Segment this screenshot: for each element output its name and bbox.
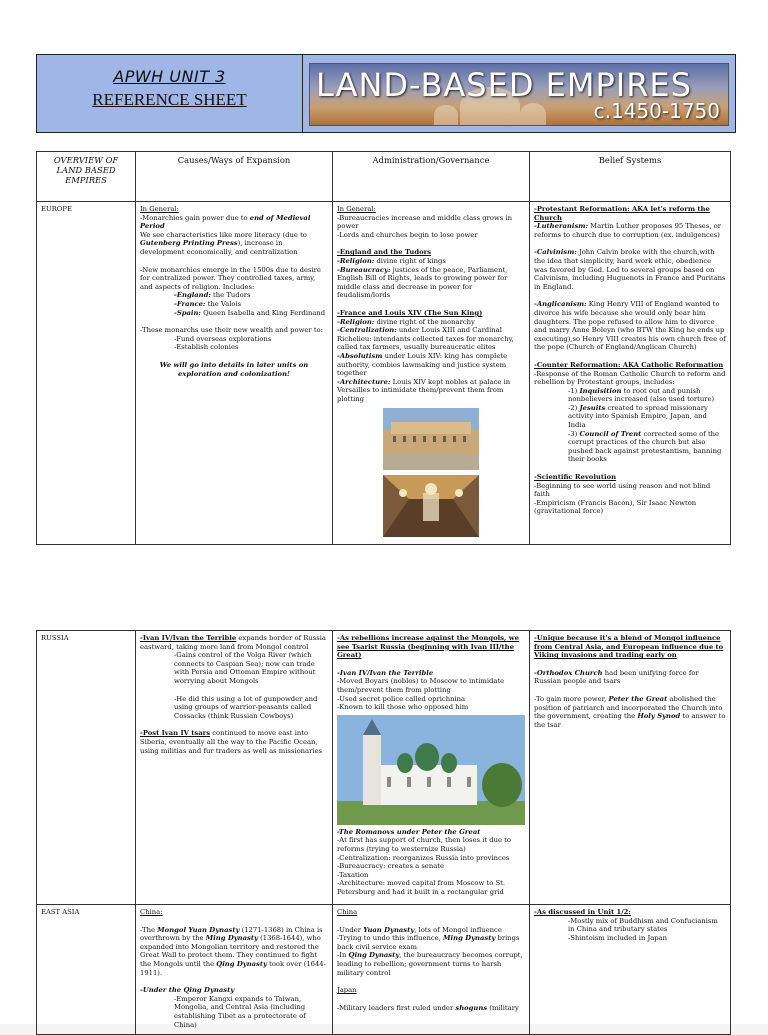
text: Peter the Great [608,694,668,703]
text: Ming Dynasty [205,934,258,943]
text: -Centralization: [337,326,397,335]
text: -Empiricism (Francis Bacon), Sir Isaac Newton (gravitational force) [534,498,697,516]
europe-admin-cell [333,202,530,545]
region-europe: EUROPE [37,202,136,545]
text: -Lutheranism: [534,222,588,231]
text: -Gains control of the Volga River (which connects to Caspian Sea); now can trade with Persia and Ottoman Empire without worrying about Mongols [174,651,316,685]
admin-header: Administration/Governance [333,152,530,202]
russian-cathedral-photo [337,715,525,825]
text: -Fund overseas explorations [174,334,272,343]
text: -Architecture: moved capital from Moscow to St. Petersburg and had it built in a rectangular grid [337,879,506,896]
text: -Calvinism: [534,248,577,257]
text: expands border of Russia eastward, taking more land from Mongol control [140,634,326,651]
text: -The [140,925,158,934]
text: Queen Isabella and King Ferdinand [200,308,326,317]
russia-row [37,631,731,905]
text: Mongol Yuan Dynasty [157,925,240,934]
eastasia-row [37,905,731,1035]
text: -Monarchies gain power due to [140,213,250,222]
text: -Ivan IV/Ivan the Terrible [337,668,434,677]
text: Council of Trent [579,429,642,438]
text: -Under [337,925,364,934]
russia-eastasia-table [36,630,731,1035]
text: -Used secret police called oprichnina [337,694,466,703]
eastasia-admin-cell [333,905,530,1035]
text: created to spread missionary activity into Spanish Empire, Japan, and India [568,403,708,430]
text: under Louis XIV: king has complete authority, combies lawmaking and justice system together [337,351,508,378]
text: China [337,908,358,916]
banner-image [309,63,729,126]
text: , lots of Mongol influence [414,925,502,934]
header-box [36,54,736,133]
text: -Spain: [174,308,201,317]
text: -Bureaucracy: [337,265,391,274]
text: continued to move east into Siberia, eventually all the way to the Pacific Ocean, using militias and fur traders as well as missionaries [140,729,323,755]
text: King Henry VIII of England wanted to divorce his wife because she would only bear him daughters. The pope refused to allow him to divorce and marry Anne Boleyn (who BTW the King he ends up executing),so Henry VIII creates his own church free of the pope (Church of England/Anglican Church) [534,300,726,352]
text: (military [487,1003,519,1012]
text: Japan [337,986,357,995]
text: Inquisition [579,386,622,395]
europe-causes-cell [136,202,333,545]
text: John Calvin broke with the church,with the idea that simplicity, hard work ethic, obedience was favored by God. Led to several groups based on Calvinism, including Huguenots in France and Puritans in England. [534,248,726,291]
text: ), increase in development economically, and centralization [140,239,298,256]
russia-admin-cell [333,631,530,905]
text: -Establish colonies [174,343,239,352]
text: -Response of the Roman Catholic Church to reform and rebellion by Protestant groups, includes: [534,369,726,387]
text: -Shintoism included in Japan [568,933,668,942]
text: -Anglicanism: [534,300,587,309]
text: -Counter Reformation: AKA Catholic Reformation [534,360,724,369]
banner-date: c.1450-1750 [593,99,720,123]
overview-header: OVERVIEW OF LAND BASED EMPIRES [37,152,136,202]
text: Ming Dynasty [443,934,496,943]
text: Holy Synod [637,712,681,721]
text: -Mostly mix of Buddhism and Confucianism in China and tributary states [568,916,718,934]
text: -Centralization: reorganizes Russia into provinces [337,853,510,862]
text: -England: [174,291,211,300]
text: China: [140,908,163,916]
text: -Protestant Reformation: AKA let's reform the Church [534,205,710,222]
text: -He did this using a lot of gunpowder and using groups of warrior-peasants called Cossacks (think Russian Cowboys) [174,694,318,720]
text: shoguns [455,1003,488,1012]
column-header-row [37,152,731,202]
text: (1271-1368) in China is overthrown by the [140,925,323,943]
text: We see characteristics like more literacy (due to [140,230,307,239]
text: Jesuits [579,403,606,412]
text: abolished the position of patriarch and incorporated the Church into the government, creating the [534,694,723,721]
text: justices of the peace, Parliament, English Bill of Rights, leads to growing power for middle class and decrease in power for feudalism/lords [337,265,508,300]
text: divine right of the monarchy [374,317,475,326]
banner-dome-shape [434,105,458,125]
text: -Military leaders first ruled under [337,1003,456,1012]
region-east-asia: EAST ASIA [37,905,136,1035]
eastasia-causes-cell [136,905,333,1035]
europe-table [36,151,731,545]
text: -Emperor Kangxi expands to Taiwan, Mongolia, and Central Asia (including establishing Tibet as a protectorate of China) [174,994,306,1029]
text: Qing Dynasty [348,951,400,960]
text: -Religion: [337,256,375,265]
text: -To gain more power, [534,694,609,703]
text: -Under the Qing Dynasty [140,986,235,995]
text: -Architecture: [337,377,391,386]
text: -3) [568,429,580,438]
text: -As discussed in Unit 1/2: [534,908,631,916]
text: -As rebellions increase against the Mongols, we see Tsarist Russia (beginning with Ivan III/the Great) [337,634,519,660]
text: -The Romanovs under Peter the Great [337,827,481,836]
text: -Trying to undo this influence, [337,934,444,943]
russia-causes-cell [136,631,333,905]
text: -Lords and churches begin to lose power [337,230,478,239]
text: , the bureaucracy becomes corrupt, leading to rebellion; government turns to harsh military control [337,951,523,977]
hall-of-mirrors-photo [383,475,479,537]
text: -Moved Boyars (nobles) to Moscow to intimidate them/prevent them from plotting [337,677,505,694]
text: -Bureaucracies increase and middle class grows in power [337,213,512,231]
region-russia: RUSSIA [37,631,136,905]
text: We will go into details in later units on exploration and colonization! [159,360,309,378]
text: the Valois [205,299,242,308]
text: -Bureaucracy: creates a senate [337,862,445,871]
belief-header: Belief Systems [530,152,731,202]
text: took over (1644-1911). [140,959,326,977]
text: -1) [568,386,580,395]
text: -Absolutism [337,351,383,360]
text: In General: [140,205,179,213]
text: -Ivan IV/Ivan the Terrible [140,634,237,642]
text: under Louis XIII and Cardinal Richelieu: intendants collected taxes for monarchy, called tax farmers, usually bureaucratic elites [337,326,514,352]
versailles-palace-photo [383,408,479,470]
eastasia-belief-cell [530,905,731,1035]
text: -2) [568,403,580,412]
text: -New monarchies emerge in the 1500s due to desire for centralized power. They controlled taxes, army, and aspects of religion. Includes: [140,265,321,291]
text: Qing Dynasty [216,959,267,968]
text: brings back civil service exam [337,934,520,951]
text: had been unifying force for Russian people and tsars [534,668,699,686]
text: -Unique because it's a blend of Mongol influence from Central Asia, and European influence due to Viking invasions and trading early on [534,634,724,660]
text: -Religion: [337,317,375,326]
text: -Orthodox Church [534,668,603,677]
text: -These monarchs use their new wealth and power to: [140,326,323,335]
text: -At first has support of church, then loses it due to reforms (trying to westernize Russia) [337,836,511,853]
europe-row [37,202,731,545]
text: corrected some of the corrupt practices of the church but also pushed back against protestantism, banning their books [568,429,722,464]
russia-belief-cell [530,631,731,905]
text: to root out and punish nonbelievers increased (also used torture) [568,386,715,404]
text: -England and the Tudors [337,248,432,257]
text: -Known to kill those who opposed him [337,703,469,712]
text: Martin Luther proposes 95 Theses, or reforms to church due to corruption (ex. indulgences) [534,222,721,239]
header-title-block [37,55,303,132]
text: Gutenberg Printing Press [140,239,238,248]
text: -In [337,951,349,960]
text: Yuan Dynasty [363,925,415,934]
banner-title: LAND-BASED EMPIRES [316,66,692,104]
text: to answer to the tsar [534,712,726,729]
text: In General: [337,205,376,213]
text: end of Medieval Period [140,213,311,231]
text: -Beginning to see world using reason and not blind faith [534,481,711,499]
text: (1368-1644), who expanded into Mongolian territory and restored the Great Wall to protect them. They continued to fight the Mongols until the [140,934,321,968]
text: -Post Ivan IV tsars [140,729,211,738]
banner-dome-shape [520,103,546,125]
europe-belief-cell [530,202,731,545]
text: the Tudors [210,291,251,300]
text: Louis XIV kept nobles at palace in Versailles to intimidate them/prevent them from plotting [337,377,511,403]
text: -Taxation [337,870,369,879]
text: divine right of kings [374,256,446,265]
unit-title: APWH UNIT 3 [113,67,226,86]
text: -France: [174,299,206,308]
causes-header: Causes/Ways of Expansion [136,152,333,202]
text: -France and Louis XIV (The Sun King) [337,308,483,317]
text: -Scientific Revolution [534,473,617,482]
reference-sheet-title: REFERENCE SHEET [92,90,247,109]
